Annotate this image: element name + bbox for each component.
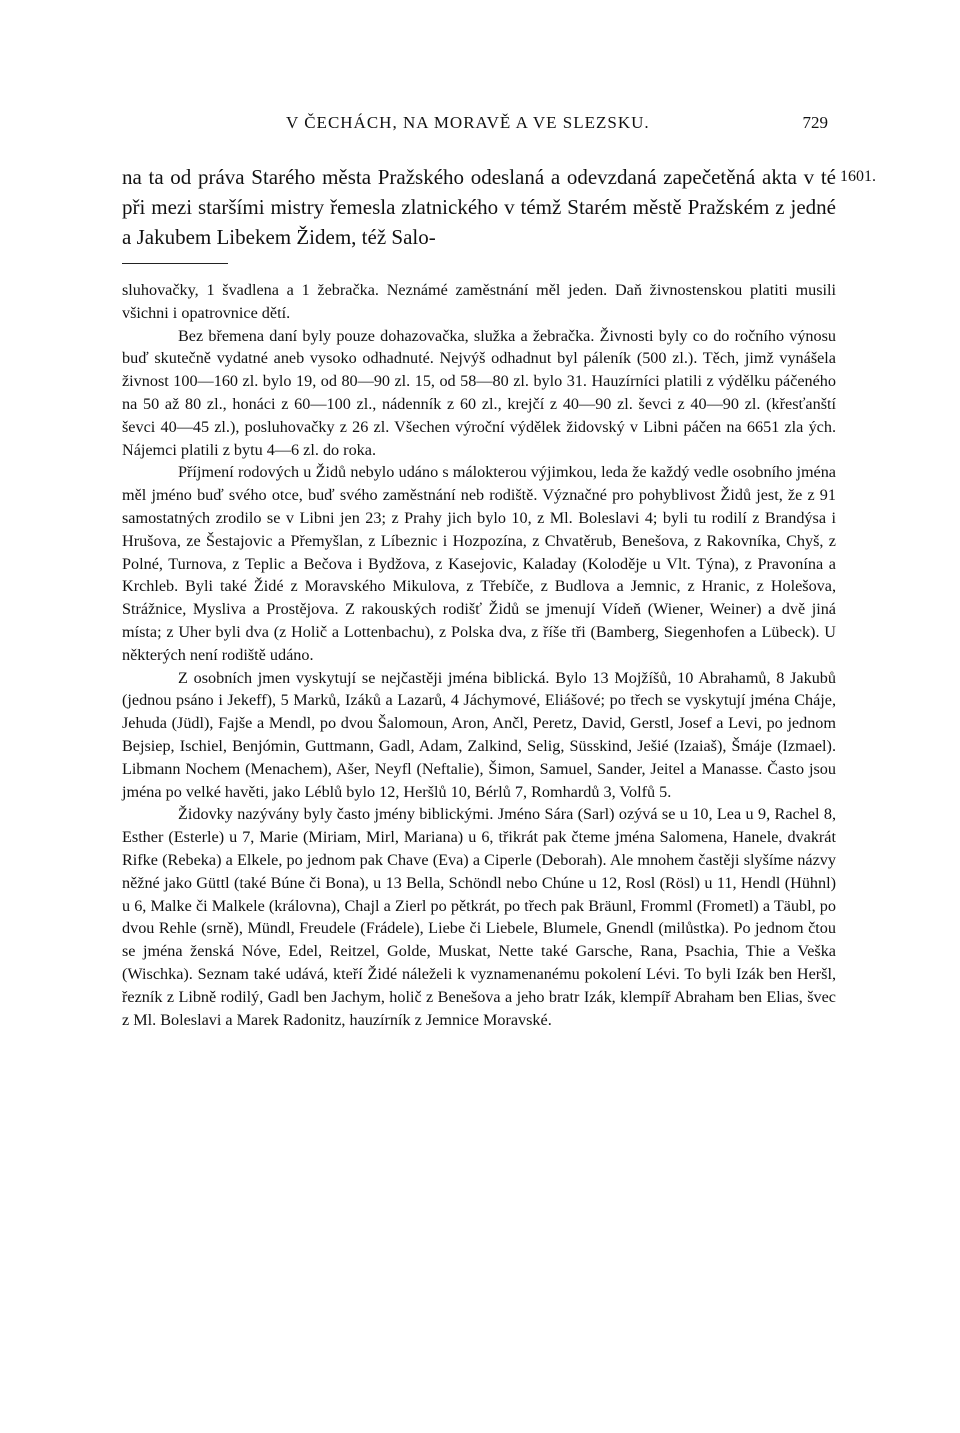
running-title: V ČECHÁCH, NA MORAVĚ A VE SLEZSKU. [286,113,650,132]
footnote-section [122,279,836,1031]
margin-year: 1601. [840,168,876,185]
note-paragraph: Židovky nazývány byly často jmény biblickými. Jméno Sára (Sarl) ozývá se u 10, Lea u 9, Rachel 8, Esther (Esterle) u 7, Marie (Miriam, Mirl, Mariana) u 6, třikrát pak čteme jména Salomena, Hanele, dvakrát Rifke (Rebeka) a Elkele, po jednom pak Chave (Eva) a Ciperle (Deborah). Ale mnohem častěji slyšíme názvy něžné jako Güttl (také Búne či Bona), u 13 Bella, Schöndl nebo Chúne u 12, Rosl (Rösl) u 11, Hendl (Hühnl) u 6, Malke či Malkele (královna), Chajl a Zierl po pětkrát, po třech pak Bräunl, Fromml (Frometl) a Täubl, po dvou Rehle (srně), Mündl, Freudele (Frádele), Liebe či Liebele, Blumele, Gnendl (milůstka). Po jednom čtou se jména ženská Nóve, Edel, Reitzel, Golde, Muskat, Nette také Garsche, Rana, Psachia, Thie a Veška (Wischka). Seznam také udává, kteří Židé náleželi k vyznamenanému pokolení Lévi. To byli Izák ben Heršl, řezník z Libně rodilý, Gadl ben Jachym, holič z Benešova a jeho bratr Izák, klempíř Abraham ben Elias, švec z Ml. Boleslavi a Marek Radonitz, hauzírník z Jemnice Moravské. [122,805,836,1029]
note-paragraph: sluhovačky, 1 švadlena a 1 žebračka. Neznámé zaměstnání měl jeden. Daň živnostenskou platiti musili všichni i opatrovnice dětí. [122,281,836,322]
footnote-rule [122,263,228,264]
note-paragraph: Z osobních jmen vyskytují se nejčastěji jména biblická. Bylo 13 Mojžíšů, 10 Abrahamů, 8 Jakubů (jednou psáno i Jekeff), 5 Marků, Izáků a Lazarů, 4 Jáchymové, Eliášové; po třech se vyskytují jména Cháje, Jehuda (Jüdl), Fajše a Mendl, po dvou Šalomoun, Aron, Ančl, Peretz, David, Gerstl, Josef a Levi, po jednom Bejsiep, Ischiel, Benjómin, Guttmann, Gadl, Adam, Zalkind, Selig, Süsskind, Ješié (Izaiaš), Šmáje (Izmael). Libmann Nochem (Menachem), Ašer, Neyfl (Neftalie), Šimon, Samuel, Sander, Jeitel a Manasse. Často jsou jména po velké havěti, jako Léblů bylo 12, Heršlů 10, Bérlů 7, Romhardů 3, Volfů 5. [122,668,836,801]
note-paragraph: Bez břemena daní byly pouze dohazovačka, služka a žebračka. Živnosti byly co do ročního výnosu buď skutečně vydatné aneb vysoko odhadnuté. Nejvýš odhadnut byl páleník (500 zl.). Těch, jimž vynášela živnost 100—160 zl. bylo 19, od 80—90 zl. 15, od 58—80 zl. bylo 31. Hauzírníci platili z výdělku páčeného na 50 až 80 zl., honáci z 60—100 zl., nádenník z 60 zl., krejčí z 40—90 zl. ševci z 40—90 zl. (křesťanští ševci 40—45 zl.), posluhovačky z 26 zl. Všechen výroční výdělek židovský v Libni páčen na 6651 zla ých. Nájemci platili z bytu 4—6 zl. do roka. [122,326,836,459]
main-paragraph: na ta od práva Starého města Pražského odeslaná a odevzdaná zapečetěná akta v té při mezi staršími mistry řemesla zlatnického v témž Starém městě Pražském z jedné a Jakubem Libekem Židem, též Salo- [122,165,836,249]
note-paragraph: Příjmení rodových u Židů nebylo udáno s málokterou výjimkou, leda že každý vedle osobního jména měl jméno buď svého otce, buď svého zaměstnání neb rodiště. Význačné pro pohyblivost Židů jest, že z 91 samostatných zrodilo se v Libni jen 23; z Prahy jich bylo 10, z Ml. Boleslavi 4; byli tu rodilí z Brandýsa i Hrušova, ze Šestajovic a Přemyšlan, z Líbeznic i Hozpozína, z Chvatěrub, Benešova, z Rakovníka, Chyš, z Polné, Turnova, z Teplic a Bečova i Bydžova, z Kasejovic, Kaladay (Koloděje u Vlt. Týna), z Pravonína a Krchleb. Byli také Židé z Moravského Mikulova, z Třebíče, z Budlova a Jemnic, z Hranic, z Holešova, Strážnice, Mysliva a Prostějova. Z rakouských rodišť Židů se jmenují Vídeň (Wiener, Weiner) a dvě jiná místa; z Uher byli dva (z Holič a Lottenbachu), z Polska dva, z říše tři (Bamberg, Siegenhofen a Lübeck). U některých není rodiště udáno. [122,463,836,664]
page-number: 729 [802,113,828,132]
running-head [122,113,836,137]
